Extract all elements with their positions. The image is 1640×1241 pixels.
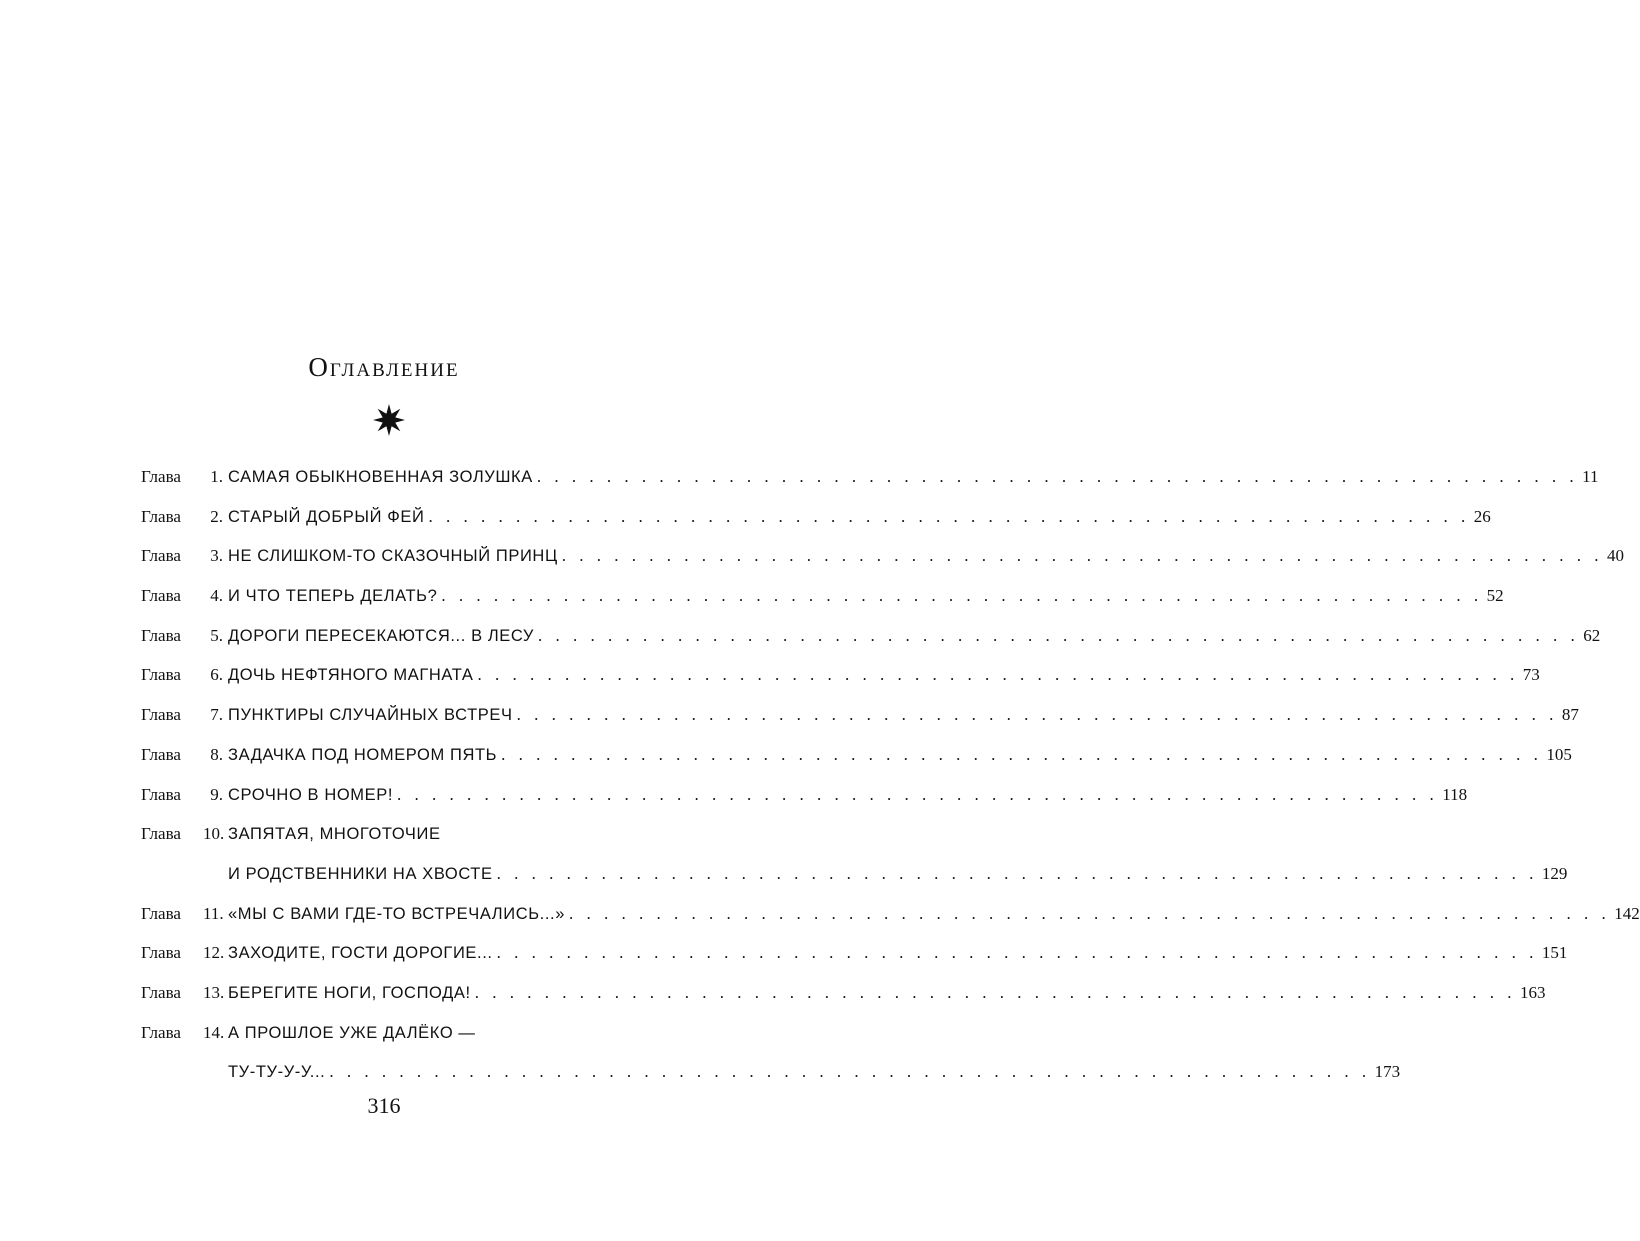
chapter-title: ПУНКТИРЫ СЛУЧАЙНЫХ ВСТРЕЧ	[228, 706, 513, 725]
chapter-label: Глава	[141, 625, 181, 645]
toc-entry-continuation	[141, 1052, 1401, 1092]
chapter-number: 2.	[210, 506, 223, 526]
toc-entry[interactable]	[141, 655, 1540, 695]
chapter-title: «МЫ С ВАМИ ГДЕ-ТО ВСТРЕЧАЛИСЬ...»	[228, 904, 565, 923]
dot-leader: . . . . . . . . . . . . . . . . . . . . . . . . . . . . . . . . . . . . . . . . . . . . . . . . . . . . . . . . . . . .	[536, 467, 1579, 486]
dot-leader: . . . . . . . . . . . . . . . . . . . . . . . . . . . . . . . . . . . . . . . . . . . . . . . . . . . . . . . . . . . .	[501, 744, 1543, 764]
chapter-title: ЗАПЯТАЯ, МНОГОТОЧИЕ	[228, 825, 441, 844]
dot-leader: . . . . . . . . . . . . . . . . . . . . . . . . . . . . . . . . . . . . . . . . . . . . . . . . . . . . . . . . . . . .	[496, 863, 1538, 883]
dot-leader: . . . . . . . . . . . . . . . . . . . . . . . . . . . . . . . . . . . . . . . . . . . . . . . . . . . . . . . . . . . .	[537, 625, 1580, 645]
chapter-title: И РОДСТВЕННИКИ НА ХВОСТЕ	[228, 864, 493, 883]
toc-entry-line	[141, 536, 1624, 576]
toc-entry[interactable]	[141, 1013, 1401, 1092]
page-ref: 26	[1473, 506, 1491, 526]
page-ref: 52	[1486, 586, 1504, 606]
toc-entry[interactable]	[141, 497, 1491, 537]
chapter-title: СТАРЫЙ ДОБРЫЙ ФЕЙ	[228, 507, 425, 526]
toc-entry-line	[141, 695, 1579, 735]
chapter-title: ДОРОГИ ПЕРЕСЕКАЮТСЯ... В ЛЕСУ	[228, 626, 534, 645]
chapter-number: 4.	[210, 586, 223, 606]
page-ref: 40	[1607, 546, 1624, 566]
page-title: Оглавление	[308, 352, 460, 382]
chapter-number: 14.	[203, 1022, 225, 1042]
dot-leader: . . . . . . . . . . . . . . . . . . . . . . . . . . . . . . . . . . . . . . . . . . . . . . . . . . . . . . . . . . . .	[477, 665, 1519, 685]
toc-entry-line	[141, 1013, 679, 1053]
dot-leader: . . . . . . . . . . . . . . . . . . . . . . . . . . . . . . . . . . . . . . . . . . . . . . . . . . . . . . . . . . . .	[516, 705, 1558, 725]
page-ref: 62	[1583, 625, 1601, 645]
toc-entry[interactable]	[141, 576, 1504, 616]
chapter-label: Глава	[141, 546, 181, 566]
chapter-number: 8.	[210, 744, 223, 764]
toc-entry[interactable]	[141, 814, 1568, 893]
chapter-number: 1.	[210, 467, 223, 486]
toc-entry-line	[141, 933, 1568, 973]
dot-leader: . . . . . . . . . . . . . . . . . . . . . . . . . . . . . . . . . . . . . . . . . . . . . . . . . . . . . . . . . . . .	[428, 506, 1470, 526]
toc-entry-line	[141, 973, 1546, 1013]
page-ref: 105	[1546, 744, 1572, 764]
dot-leader: . . . . . . . . . . . . . . . . . . . . . . . . . . . . . . . . . . . . . . . . . . . . . . . . . . . . . . . . . . . .	[474, 982, 1516, 1002]
toc-entry[interactable]	[141, 933, 1568, 973]
toc-entry[interactable]	[141, 735, 1572, 775]
toc-entry[interactable]	[141, 894, 1640, 934]
toc-entry-line	[141, 655, 1540, 695]
chapter-label: Глава	[141, 467, 181, 486]
page-ref: 142	[1614, 903, 1640, 923]
chapter-title: ЗАДАЧКА ПОД НОМЕРОМ ПЯТЬ	[228, 745, 498, 764]
page-number: 316	[367, 1093, 401, 1118]
toc-entry-continuation	[141, 854, 1568, 894]
toc-entry[interactable]	[141, 973, 1546, 1013]
table-of-contents	[141, 457, 1640, 1092]
dot-leader: . . . . . . . . . . . . . . . . . . . . . . . . . . . . . . . . . . . . . . . . . . . . . . . . . . . . . . . . . . . .	[568, 903, 1611, 923]
chapter-label: Глава	[141, 943, 181, 963]
chapter-title: БЕРЕГИТЕ НОГИ, ГОСПОДА!	[228, 983, 471, 1002]
dot-leader: . . . . . . . . . . . . . . . . . . . . . . . . . . . . . . . . . . . . . . . . . . . . . . . . . . . . . . . . . . . .	[561, 546, 1603, 566]
dot-leader: . . . . . . . . . . . . . . . . . . . . . . . . . . . . . . . . . . . . . . . . . . . . . . . . . . . . . . . . . . . .	[329, 1062, 1371, 1082]
chapter-number: 11.	[203, 903, 224, 923]
chapter-number: 12.	[203, 943, 225, 963]
chapter-label: Глава	[141, 665, 181, 685]
chapter-number: 9.	[210, 784, 223, 804]
toc-entry-line	[141, 616, 1601, 656]
dot-leader: . . . . . . . . . . . . . . . . . . . . . . . . . . . . . . . . . . . . . . . . . . . . . . . . . . . . . . . . . . . .	[441, 586, 1483, 606]
dot-leader: . . . . . . . . . . . . . . . . . . . . . . . . . . . . . . . . . . . . . . . . . . . . . . . . . . . . . . . . . . . .	[496, 943, 1538, 963]
chapter-number: 7.	[210, 705, 223, 725]
page-ref: 173	[1374, 1062, 1401, 1082]
toc-entry[interactable]	[141, 775, 1468, 815]
toc-entry-line	[141, 775, 1468, 815]
toc-entry[interactable]	[141, 616, 1601, 656]
chapter-title: ДОЧЬ НЕФТЯНОГО МАГНАТА	[228, 666, 474, 685]
chapter-title: САМАЯ ОБЫКНОВЕННАЯ ЗОЛУШКА	[228, 468, 533, 486]
page-ref: 163	[1519, 982, 1546, 1002]
page-ref: 73	[1522, 665, 1540, 685]
toc-entry[interactable]	[141, 536, 1624, 576]
chapter-title: НЕ СЛИШКОМ-ТО СКАЗОЧНЫЙ ПРИНЦ	[228, 547, 558, 566]
toc-entry[interactable]	[141, 695, 1579, 735]
page-ref: 11	[1582, 467, 1599, 486]
page-ref: 129	[1541, 863, 1568, 883]
chapter-label: Глава	[141, 586, 181, 606]
toc-entry-line	[141, 497, 1491, 537]
toc-entry-line	[141, 457, 1599, 497]
chapter-label: Глава	[141, 982, 181, 1002]
chapter-title: И ЧТО ТЕПЕРЬ ДЕЛАТЬ?	[228, 587, 438, 606]
chapter-label: Глава	[141, 705, 181, 725]
chapter-title: СРОЧНО В НОМЕР!	[228, 785, 394, 804]
toc-entry-line	[141, 894, 1640, 934]
toc-entry[interactable]	[141, 457, 1599, 497]
chapter-title: ТУ-ТУ-У-У...	[228, 1063, 326, 1082]
chapter-label: Глава	[141, 1022, 181, 1042]
chapter-label: Глава	[141, 506, 181, 526]
page-ref: 87	[1561, 705, 1579, 725]
chapter-title: ЗАХОДИТЕ, ГОСТИ ДОРОГИЕ...	[228, 944, 493, 963]
star-ornament-icon	[372, 403, 406, 437]
chapter-number: 6.	[210, 665, 223, 685]
chapter-label: Глава	[141, 903, 181, 923]
chapter-number: 10.	[203, 824, 225, 844]
page-ref: 118	[1442, 784, 1468, 804]
toc-entry-line	[141, 814, 679, 854]
chapter-label: Глава	[141, 784, 181, 804]
dot-leader: . . . . . . . . . . . . . . . . . . . . . . . . . . . . . . . . . . . . . . . . . . . . . . . . . . . . . . . . . . . .	[397, 784, 1439, 804]
toc-entry-line	[141, 735, 1572, 775]
chapter-number: 13.	[203, 982, 225, 1002]
chapter-title: А ПРОШЛОЕ УЖЕ ДАЛЁКО —	[228, 1023, 476, 1042]
chapter-number: 5.	[210, 625, 223, 645]
toc-entry-line	[141, 576, 1504, 616]
chapter-label: Глава	[141, 824, 181, 844]
page-ref: 151	[1541, 943, 1568, 963]
chapter-number: 3.	[210, 546, 223, 566]
chapter-label: Глава	[141, 744, 181, 764]
